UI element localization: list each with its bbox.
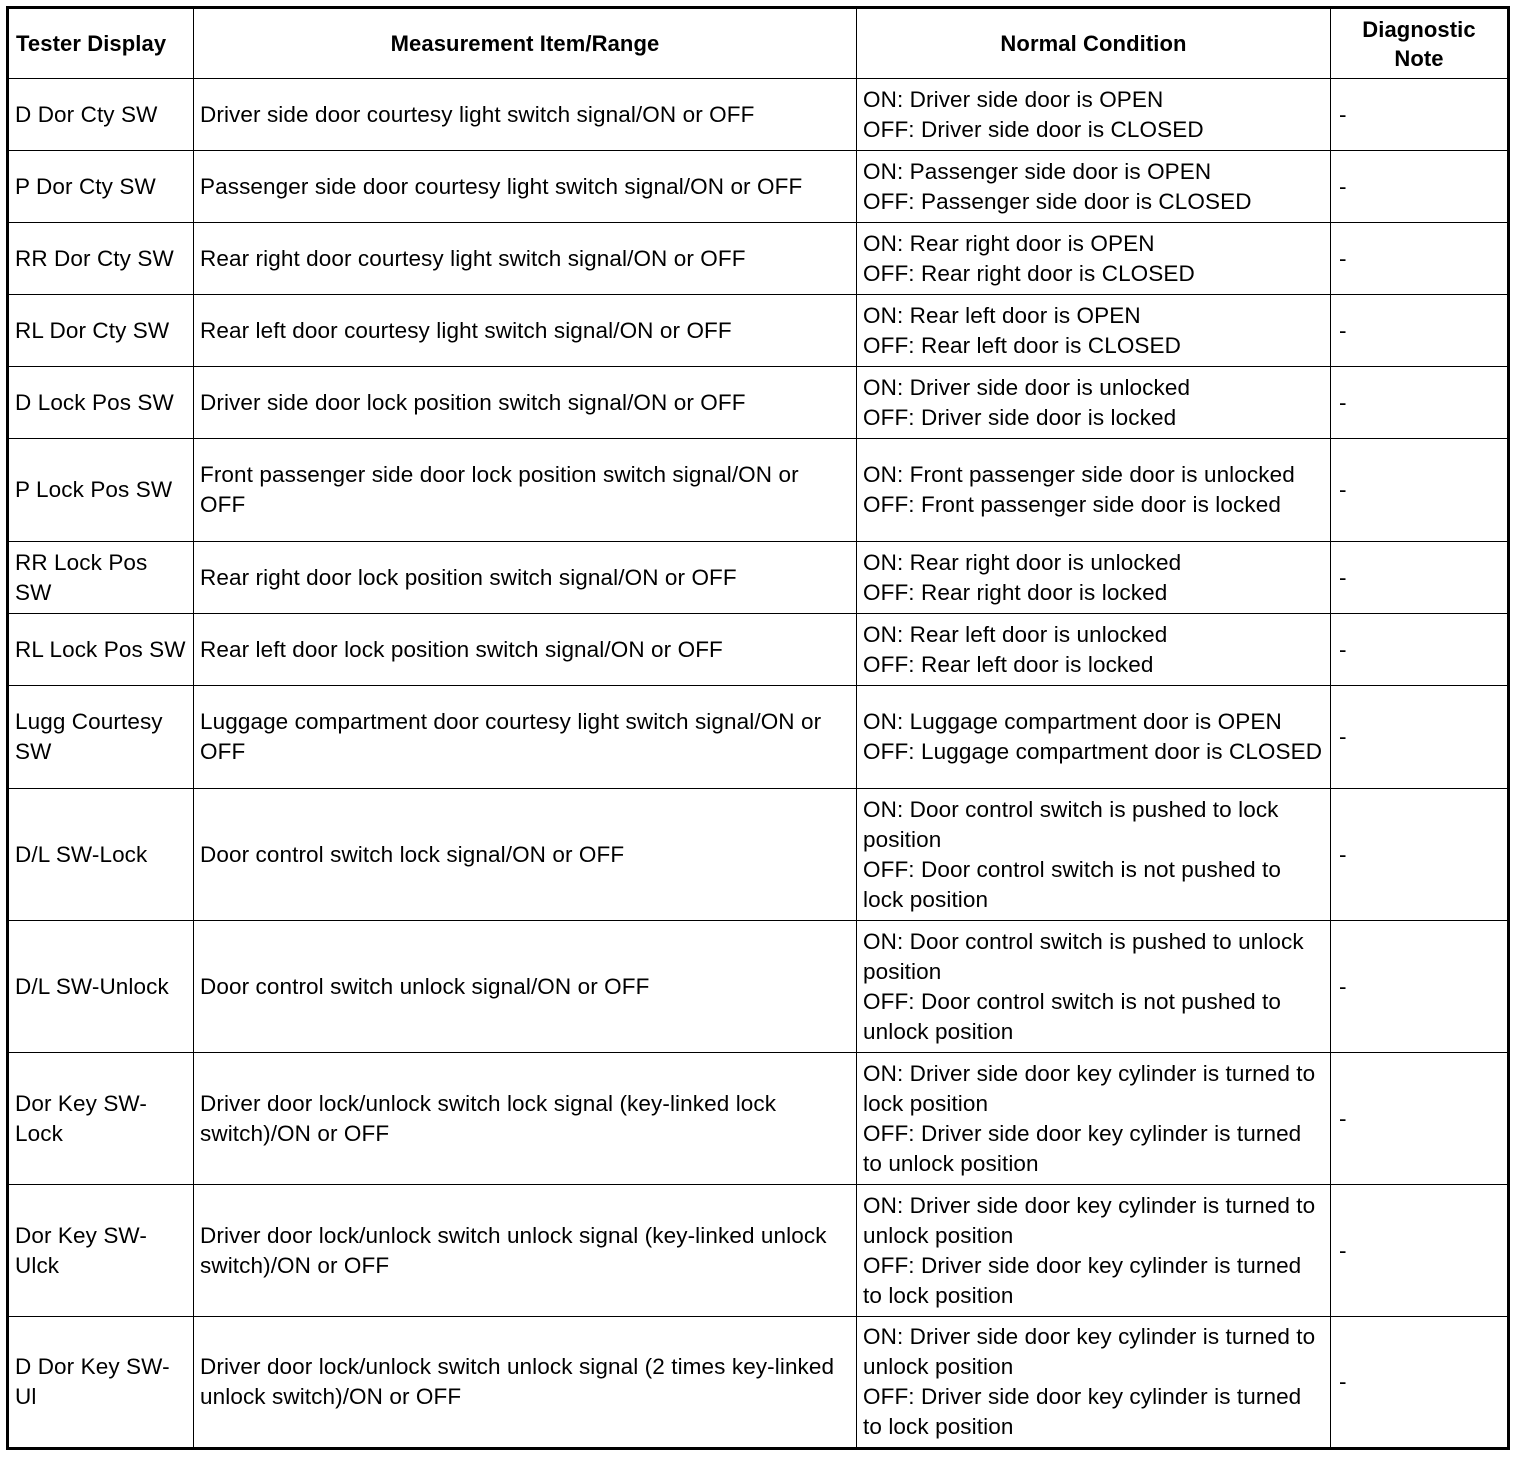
normal-condition-off: OFF: Front passenger side door is locked (863, 492, 1281, 517)
cell-tester-display: RL Lock Pos SW (8, 614, 194, 686)
normal-condition-on: ON: Rear left door is unlocked (863, 621, 1168, 647)
cell-diagnostic-note: - (1331, 79, 1509, 151)
cell-measurement-item: Passenger side door courtesy light switch signal/ON or OFF (194, 151, 857, 223)
cell-tester-display: RL Dor Cty SW (8, 295, 194, 367)
cell-measurement-item: Driver door lock/unlock switch unlock signal (2 times key-linked unlock switch)/ON or OFF (194, 1317, 857, 1449)
normal-condition-on: ON: Luggage compartment door is OPEN (863, 709, 1282, 734)
cell-normal-condition (857, 686, 1331, 789)
normal-condition-on: ON: Driver side door key cylinder is turned to unlock position (863, 1192, 1316, 1248)
cell-measurement-item: Driver side door lock position switch signal/ON or OFF (194, 367, 857, 439)
table-row (8, 79, 1509, 151)
normal-condition-off: OFF: Driver side door is CLOSED (863, 116, 1204, 142)
cell-diagnostic-note: - (1331, 686, 1509, 789)
cell-normal-condition (857, 542, 1331, 614)
header-diagnostic-note (1331, 8, 1509, 79)
cell-normal-condition (857, 614, 1331, 686)
cell-diagnostic-note: - (1331, 367, 1509, 439)
table-row (8, 367, 1509, 439)
cell-measurement-item: Door control switch lock signal/ON or OFF (194, 789, 857, 921)
cell-normal-condition (857, 921, 1331, 1053)
cell-tester-display: D Dor Cty SW (8, 79, 194, 151)
cell-normal-condition (857, 223, 1331, 295)
normal-condition-on: ON: Driver side door is OPEN (863, 86, 1164, 112)
cell-normal-condition (857, 295, 1331, 367)
cell-measurement-item: Rear left door courtesy light switch signal/ON or OFF (194, 295, 857, 367)
table-row (8, 295, 1509, 367)
diagnostic-table (6, 6, 1510, 1450)
normal-condition-on: ON: Door control switch is pushed to unlock position (863, 928, 1304, 984)
normal-condition-on: ON: Door control switch is pushed to lock position (863, 796, 1279, 852)
cell-measurement-item: Rear right door lock position switch signal/ON or OFF (194, 542, 857, 614)
table-row (8, 1053, 1509, 1185)
cell-diagnostic-note: - (1331, 542, 1509, 614)
cell-tester-display: P Dor Cty SW (8, 151, 194, 223)
header-measurement-item: Measurement Item/Range (194, 8, 857, 79)
table-row (8, 789, 1509, 921)
cell-diagnostic-note: - (1331, 921, 1509, 1053)
cell-measurement-item: Driver door lock/unlock switch lock signal (key-linked lock switch)/ON or OFF (194, 1053, 857, 1185)
normal-condition-off: OFF: Passenger side door is CLOSED (863, 188, 1252, 214)
normal-condition-off: OFF: Driver side door is locked (863, 404, 1177, 430)
table-row (8, 439, 1509, 542)
cell-measurement-item: Driver side door courtesy light switch signal/ON or OFF (194, 79, 857, 151)
cell-tester-display: D Lock Pos SW (8, 367, 194, 439)
normal-condition-on: ON: Passenger side door is OPEN (863, 158, 1212, 184)
cell-diagnostic-note: - (1331, 223, 1509, 295)
normal-condition-on: ON: Front passenger side door is unlocked (863, 462, 1295, 487)
cell-normal-condition (857, 1185, 1331, 1317)
cell-diagnostic-note: - (1331, 1053, 1509, 1185)
table-row (8, 686, 1509, 789)
cell-diagnostic-note: - (1331, 295, 1509, 367)
normal-condition-on: ON: Driver side door is unlocked (863, 374, 1191, 400)
cell-tester-display: Dor Key SW-Ulck (8, 1185, 194, 1317)
normal-condition-on: ON: Driver side door key cylinder is turned to unlock position (863, 1324, 1316, 1379)
header-normal-condition: Normal Condition (857, 8, 1331, 79)
cell-tester-display: P Lock Pos SW (8, 439, 194, 542)
table-row (8, 223, 1509, 295)
normal-condition-off: OFF: Rear left door is CLOSED (863, 332, 1181, 358)
cell-normal-condition (857, 789, 1331, 921)
table-row (8, 1185, 1509, 1317)
normal-condition-off: OFF: Door control switch is not pushed to unlock position (863, 988, 1282, 1044)
normal-condition-on: ON: Rear right door is OPEN (863, 230, 1155, 256)
cell-measurement-item: Front passenger side door lock position switch signal/ON or OFF (194, 439, 857, 542)
cell-diagnostic-note: - (1331, 789, 1509, 921)
table-row (8, 1317, 1509, 1449)
normal-condition-off: OFF: Driver side door key cylinder is turned to lock position (863, 1384, 1302, 1439)
table-row (8, 542, 1509, 614)
cell-diagnostic-note: - (1331, 151, 1509, 223)
cell-normal-condition (857, 151, 1331, 223)
normal-condition-off: OFF: Luggage compartment door is CLOSED (863, 739, 1323, 764)
normal-condition-off: OFF: Driver side door key cylinder is turned to unlock position (863, 1120, 1302, 1176)
cell-tester-display: RR Dor Cty SW (8, 223, 194, 295)
cell-measurement-item: Door control switch unlock signal/ON or OFF (194, 921, 857, 1053)
normal-condition-on: ON: Rear right door is unlocked (863, 549, 1182, 575)
table-body (8, 79, 1509, 1449)
normal-condition-on: ON: Rear left door is OPEN (863, 302, 1141, 328)
header-tester-display: Tester Display (8, 8, 194, 79)
cell-diagnostic-note: - (1331, 439, 1509, 542)
cell-normal-condition (857, 1317, 1331, 1449)
cell-tester-display: Dor Key SW-Lock (8, 1053, 194, 1185)
cell-measurement-item: Driver door lock/unlock switch unlock signal (key-linked unlock switch)/ON or OFF (194, 1185, 857, 1317)
table-header-row (8, 8, 1509, 79)
cell-measurement-item: Rear left door lock position switch signal/ON or OFF (194, 614, 857, 686)
normal-condition-off: OFF: Door control switch is not pushed to lock position (863, 856, 1282, 912)
cell-normal-condition (857, 79, 1331, 151)
cell-tester-display: Lugg Courtesy SW (8, 686, 194, 789)
cell-diagnostic-note: - (1331, 614, 1509, 686)
cell-measurement-item: Rear right door courtesy light switch signal/ON or OFF (194, 223, 857, 295)
normal-condition-off: OFF: Driver side door key cylinder is turned to lock position (863, 1252, 1302, 1308)
normal-condition-off: OFF: Rear right door is CLOSED (863, 260, 1195, 286)
cell-normal-condition (857, 367, 1331, 439)
normal-condition-on: ON: Driver side door key cylinder is turned to lock position (863, 1060, 1316, 1116)
cell-tester-display: RR Lock Pos SW (8, 542, 194, 614)
table-row (8, 921, 1509, 1053)
header-diagnostic-note-line2: Note (1394, 45, 1444, 71)
cell-normal-condition (857, 1053, 1331, 1185)
normal-condition-off: OFF: Rear right door is locked (863, 579, 1168, 605)
cell-diagnostic-note: - (1331, 1317, 1509, 1449)
cell-tester-display: D/L SW-Unlock (8, 921, 194, 1053)
cell-tester-display: D/L SW-Lock (8, 789, 194, 921)
cell-diagnostic-note: - (1331, 1185, 1509, 1317)
normal-condition-off: OFF: Rear left door is locked (863, 651, 1154, 677)
table-row (8, 151, 1509, 223)
cell-measurement-item: Luggage compartment door courtesy light switch signal/ON or OFF (194, 686, 857, 789)
header-diagnostic-note-line1: Diagnostic (1362, 16, 1476, 42)
table-row (8, 614, 1509, 686)
cell-tester-display: D Dor Key SW-Ul (8, 1317, 194, 1449)
cell-normal-condition (857, 439, 1331, 542)
